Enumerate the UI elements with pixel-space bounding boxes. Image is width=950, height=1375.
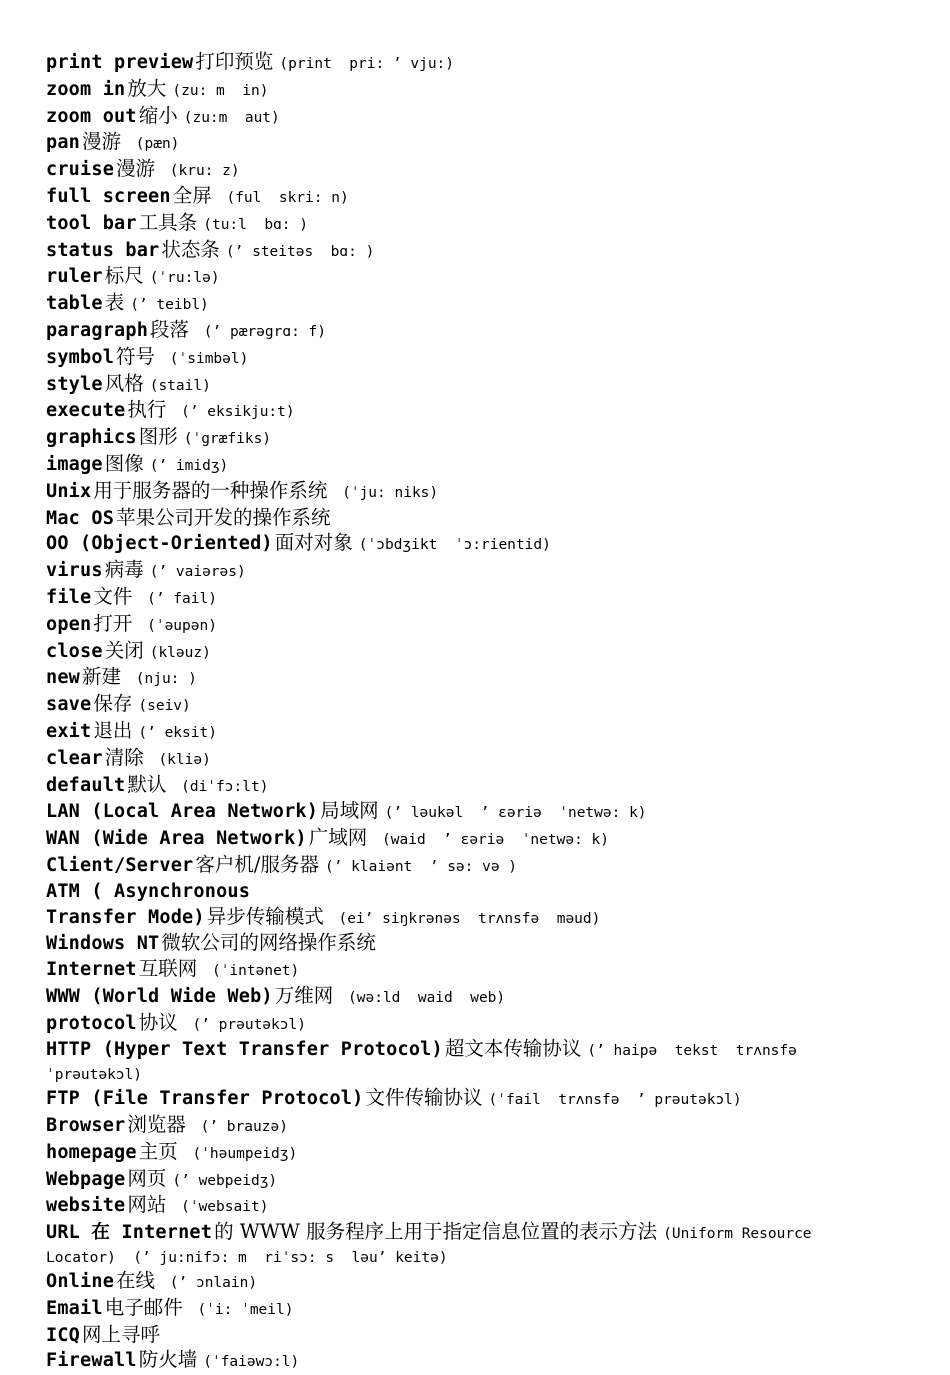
vocab-entry: [46, 479, 926, 506]
vocab-entry: [46, 531, 926, 558]
vocab-entry: [46, 1269, 926, 1296]
vocab-term: website: [46, 1195, 126, 1217]
vocab-entry: [46, 773, 926, 800]
vocab-term: Client/Server: [46, 854, 194, 876]
vocab-phonetic: (’ ɔnlain): [161, 1275, 258, 1292]
vocab-entry: [46, 1323, 926, 1349]
vocab-phonetic: (zu:m aut): [183, 109, 280, 126]
vocab-phonetic: (ˈəupən): [138, 617, 217, 634]
vocab-term: execute: [46, 400, 126, 422]
vocab-term: URL 在 Internet: [46, 1222, 213, 1244]
vocab-term: Internet: [46, 959, 137, 981]
vocab-chinese: 漫游: [116, 157, 156, 181]
vocab-term: default: [46, 774, 126, 796]
vocab-phonetic: (’ fail): [138, 590, 217, 607]
vocab-phonetic: (stail): [149, 377, 211, 394]
vocab-chinese: 文件传输协议: [365, 1086, 483, 1110]
vocab-chinese: 协议: [138, 1010, 178, 1034]
vocab-entry: [46, 905, 926, 932]
vocab-entry: [46, 826, 926, 853]
vocab-phonetic: (’ brauzə): [191, 1119, 288, 1136]
vocab-term: FTP (File Transfer Protocol): [46, 1088, 364, 1110]
vocab-entry: [46, 612, 926, 639]
vocab-chinese: 符号: [116, 344, 156, 368]
vocab-chinese: 浏览器: [127, 1113, 186, 1137]
vocab-chinese: 在线: [116, 1269, 156, 1293]
vocab-phonetic: (print pri: ’ vju:): [279, 56, 455, 72]
vocab-term: LAN (Local Area Network): [46, 801, 319, 823]
vocab-chinese: 客户机/服务器: [195, 852, 319, 876]
vocab-chinese: 面对对象: [274, 531, 353, 555]
vocab-chinese: 退出: [93, 718, 133, 742]
vocab-chinese: 执行: [127, 398, 167, 422]
vocab-chinese: 万维网: [274, 983, 334, 1007]
vocab-chinese: 缩小: [138, 103, 178, 127]
vocab-chinese: 网站: [127, 1193, 167, 1217]
vocab-entry: [46, 104, 926, 131]
vocab-term: style: [46, 373, 103, 395]
vocab-entry: [46, 931, 926, 957]
vocab-phonetic: (ˈɔbdʒikt ˈɔ:rientid): [358, 537, 551, 554]
vocab-entry: [46, 398, 926, 425]
vocab-chinese: 关闭: [104, 638, 144, 662]
vocab-term: Unix: [46, 480, 92, 502]
vocab-term: ruler: [46, 266, 103, 288]
vocab-entry: [46, 452, 926, 479]
vocab-term: ICQ: [46, 1324, 81, 1346]
vocab-entry: [46, 746, 926, 773]
vocab-entry: [46, 1193, 926, 1220]
vocab-entry: [46, 692, 926, 719]
vocab-chinese: 状态条: [161, 237, 220, 261]
vocab-phonetic: (wə:ld waid web): [339, 989, 506, 1006]
vocab-term: close: [46, 640, 103, 662]
vocab-term: ATM ( Asynchronous: [46, 880, 251, 902]
vocab-chinese: 图像: [104, 451, 144, 475]
vocab-phonetic: (ful skri: n): [217, 189, 349, 206]
vocab-entry: [46, 291, 926, 318]
vocab-phonetic: (Uniform Resource: [663, 1226, 812, 1243]
vocab-chinese: 微软公司的网络操作系统: [161, 931, 376, 955]
vocab-phonetic: (ˈwebsait): [172, 1199, 269, 1216]
vocab-term: image: [46, 453, 103, 475]
vocab-phonetic: (ˈhəumpeidʒ): [183, 1145, 298, 1162]
vocab-chinese: 放大: [127, 76, 167, 100]
vocab-chinese: 的 WWW 服务程序上用于指定信息位置的表示方法: [214, 1220, 658, 1244]
vocab-entry: [46, 1011, 926, 1038]
vocab-chinese: 苹果公司开发的操作系统: [116, 505, 331, 529]
vocab-chinese: 打开: [93, 611, 133, 635]
vocab-term: zoom out: [46, 105, 137, 127]
vocab-chinese: 图形: [138, 425, 178, 449]
vocab-entry: [46, 984, 926, 1011]
vocab-phonetic: (ˈgræfiks): [183, 431, 272, 448]
vocab-chinese: 网上寻呼: [82, 1322, 161, 1346]
vocab-phonetic: (kru: z): [161, 163, 240, 180]
vocab-entry: [46, 184, 926, 211]
vocab-entry: [46, 211, 926, 238]
vocab-term: clear: [46, 747, 103, 769]
vocab-phonetic-continued: Locator) (’ ju:nifɔ: m riˈsɔ: s ləu’ keitə): [46, 1250, 448, 1267]
vocab-chinese: 局域网: [320, 799, 379, 823]
vocab-entry: [46, 1220, 926, 1269]
vocab-entry: [46, 957, 926, 984]
vocab-term: save: [46, 694, 92, 716]
vocab-chinese: 工具条: [138, 210, 198, 234]
vocab-chinese: 文件: [93, 584, 133, 608]
vocab-term: protocol: [46, 1012, 137, 1034]
vocab-chinese: 异步传输模式: [206, 904, 324, 928]
vocab-phonetic: (’ vaiərəs): [149, 564, 246, 581]
vocab-term: zoom in: [46, 78, 126, 100]
vocab-chinese: 新建: [82, 665, 122, 689]
vocab-term: new: [46, 667, 81, 689]
vocab-phonetic: (’ imidʒ): [149, 457, 229, 474]
vocab-entry: [46, 50, 926, 77]
vocab-entry: [46, 506, 926, 532]
vocab-chinese: 用于服务器的一种操作系统: [93, 478, 328, 502]
vocab-term: Firewall: [46, 1350, 137, 1372]
vocab-phonetic: (waid ’ ɛəriə ˈnetwə: k): [373, 832, 609, 849]
vocab-entry: [46, 719, 926, 746]
vocab-phonetic: (kliə): [149, 751, 211, 768]
vocab-entry: [46, 264, 926, 291]
vocab-term: Mac OS: [46, 507, 115, 529]
vocab-term: HTTP (Hyper Text Transfer Protocol): [46, 1039, 443, 1061]
vocab-phonetic: (kləuz): [149, 644, 211, 661]
vocab-phonetic: (’ steitəs bɑ: ): [225, 243, 375, 260]
vocab-term: print preview: [46, 52, 194, 73]
vocab-entry: [46, 130, 926, 157]
vocab-chinese: 清除: [104, 745, 144, 769]
vocab-phonetic: (’ webpeidʒ): [172, 1172, 278, 1189]
vocab-chinese: 互联网: [138, 957, 198, 981]
vocab-entry: [46, 345, 926, 372]
vocab-chinese: 主页: [138, 1139, 178, 1163]
vocab-chinese: 风格: [104, 371, 144, 395]
vocab-term: Windows NT: [46, 933, 160, 955]
vocab-phonetic: (ei’ siŋkrənəs trʌnsfə məud): [329, 910, 601, 927]
vocab-entry: [46, 880, 926, 905]
vocab-term: WAN (Wide Area Network): [46, 828, 307, 850]
vocab-chinese: 全屏: [172, 183, 212, 207]
vocab-term: graphics: [46, 427, 137, 449]
vocab-term: homepage: [46, 1141, 137, 1163]
vocab-chinese: 网页: [127, 1166, 167, 1190]
vocab-term: Transfer Mode): [46, 906, 205, 928]
vocab-chinese: 漫游: [82, 130, 122, 154]
vocab-entry: [46, 238, 926, 265]
vocab-entry: [46, 1037, 926, 1086]
vocab-phonetic: (ˈru:lə): [149, 270, 220, 287]
vocab-entry: [46, 318, 926, 345]
vocab-entry: [46, 1167, 926, 1194]
vocab-phonetic: (ˈi: ˈmeil): [188, 1301, 294, 1318]
vocab-phonetic: (’ eksikju:t): [172, 404, 295, 421]
vocab-entry: [46, 853, 926, 880]
vocab-entry: [46, 1113, 926, 1140]
vocab-entry: [46, 558, 926, 585]
vocab-entry: [46, 157, 926, 184]
vocab-chinese: 段落: [150, 317, 190, 341]
vocab-chinese: 电子邮件: [104, 1295, 183, 1319]
vocab-phonetic: (nju: ): [127, 671, 197, 688]
vocab-term: table: [46, 293, 103, 315]
vocab-term: full screen: [46, 185, 171, 207]
vocab-term: pan: [46, 132, 81, 154]
vocab-phonetic: (zu: m in): [172, 82, 269, 99]
vocab-term: symbol: [46, 346, 115, 368]
vocab-entry: [46, 1140, 926, 1167]
vocab-term: Email: [46, 1297, 103, 1319]
vocab-phonetic: (’ klaiənt ’ sə: və ): [324, 858, 518, 875]
vocab-term: tool bar: [46, 212, 137, 234]
vocab-entry: [46, 1086, 926, 1113]
vocab-entry: [46, 372, 926, 399]
vocab-phonetic: (’ haipə tekst trʌnsfə: [587, 1043, 797, 1060]
vocab-phonetic: (diˈfɔ:lt): [172, 778, 269, 795]
vocab-phonetic: (’ ləukəl ’ ɛəriə ˈnetwə: k): [384, 805, 647, 822]
vocab-phonetic: (’ pærəgrɑ: f): [195, 323, 327, 340]
vocab-term: cruise: [46, 159, 115, 181]
vocab-phonetic: (ˈintənet): [203, 963, 300, 980]
vocab-chinese: 防火墙: [138, 1348, 198, 1372]
vocab-phonetic: (seiv): [138, 698, 191, 715]
vocab-entry: [46, 585, 926, 612]
vocab-entry: [46, 639, 926, 666]
vocab-term: exit: [46, 720, 92, 742]
vocab-entry: [46, 665, 926, 692]
vocab-chinese: 广域网: [308, 826, 368, 850]
vocab-chinese: 病毒: [104, 558, 144, 582]
vocab-term: paragraph: [46, 319, 149, 341]
vocab-term: Webpage: [46, 1168, 126, 1190]
vocab-phonetic: (tu:l bɑ: ): [203, 216, 308, 233]
vocab-entry: [46, 425, 926, 452]
vocab-phonetic: (’ teibl): [130, 297, 209, 314]
vocab-phonetic: (pæn): [127, 136, 180, 153]
vocab-phonetic: (’ eksit): [138, 724, 217, 741]
vocab-chinese: 超文本传输协议: [444, 1037, 582, 1061]
vocab-term: Browser: [46, 1115, 126, 1137]
vocab-chinese: 标尺: [104, 264, 144, 288]
vocab-term: WWW (World Wide Web): [46, 985, 273, 1007]
vocab-entry: [46, 1296, 926, 1323]
vocab-term: status bar: [46, 239, 160, 261]
vocab-term: file: [46, 586, 92, 608]
vocab-phonetic: (ˈsimbəl): [161, 350, 249, 367]
vocab-chinese: 打印预览: [195, 50, 274, 73]
vocab-entry: [46, 799, 926, 826]
vocab-chinese: 保存: [93, 692, 133, 716]
vocab-phonetic: (ˈju: niks): [333, 484, 439, 501]
vocab-chinese: 表: [104, 291, 125, 315]
vocab-term: virus: [46, 560, 103, 582]
vocab-chinese: 默认: [127, 772, 167, 796]
vocab-phonetic: (ˈfaiəwɔ:l): [203, 1354, 300, 1371]
vocab-entry: [46, 1348, 926, 1375]
vocab-term: open: [46, 613, 92, 635]
vocab-term: OO (Object-Oriented): [46, 533, 273, 555]
vocab-entry: [46, 77, 926, 104]
vocab-term: Online: [46, 1271, 115, 1293]
vocabulary-list: [46, 50, 926, 1375]
vocab-phonetic: (ˈfail trʌnsfə ’ prəutəkɔl): [488, 1092, 742, 1109]
vocab-phonetic-continued: ˈprəutəkɔl): [46, 1067, 143, 1084]
vocab-phonetic: (’ prəutəkɔl): [183, 1016, 306, 1033]
